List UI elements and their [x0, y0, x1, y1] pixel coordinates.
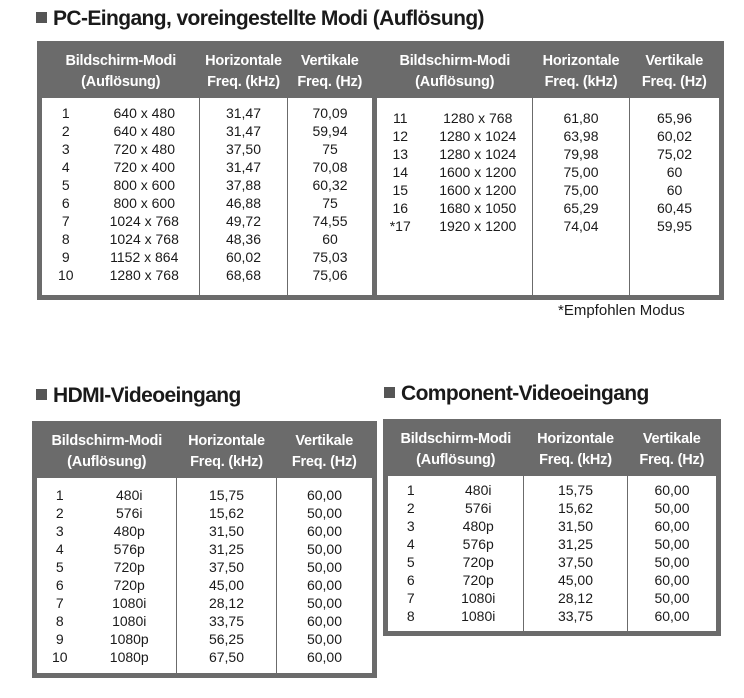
- table-cell-resolution: 1024 x 768: [109, 212, 179, 229]
- table-cell-resolution: 1080i: [461, 607, 496, 624]
- table-cell-resolution: 1680 x 1050: [439, 199, 517, 216]
- table-cell-vfreq: 50,00: [306, 540, 343, 557]
- hdmi-vfreq-column: [277, 478, 375, 676]
- table-cell-vfreq: 60,00: [654, 481, 690, 498]
- pc-right-index-column: [375, 98, 424, 298]
- table-cell-vfreq: 50,00: [654, 499, 690, 516]
- table-cell-hfreq: 75,00: [563, 163, 599, 180]
- table-cell-index: 13: [392, 145, 409, 162]
- table-cell-resolution: 1920 x 1200: [439, 217, 517, 234]
- table-cell-index: 6: [61, 194, 70, 211]
- table-cell-index: 2: [61, 122, 70, 139]
- pc-section-heading: [36, 7, 484, 31]
- table-cell-resolution: 1080i: [112, 594, 147, 611]
- table-cell-index: 10: [57, 266, 74, 283]
- table-cell-index: 5: [55, 558, 64, 575]
- table-cell-index: 1: [55, 486, 64, 503]
- table-cell-vfreq: 60,00: [306, 486, 343, 503]
- pc-header-hfreq-left: Horizontale Freq. (kHz): [200, 44, 288, 98]
- table-cell-hfreq: 31,50: [208, 522, 245, 539]
- table-cell-hfreq: 31,47: [225, 122, 262, 139]
- table-cell-index: 3: [55, 522, 64, 539]
- table-cell-index: 7: [55, 594, 64, 611]
- table-cell-hfreq: 31,25: [208, 540, 245, 557]
- table-cell-resolution: 480p: [113, 522, 145, 539]
- table-cell-vfreq: 60,00: [654, 571, 690, 588]
- table-cell-resolution: 720 x 400: [113, 158, 175, 175]
- hdmi-section-heading: [36, 384, 241, 408]
- table-cell-vfreq: 60,32: [312, 176, 348, 193]
- table-cell-vfreq: 50,00: [306, 558, 343, 575]
- table-cell-vfreq: 50,00: [654, 589, 690, 606]
- table-cell-resolution: 800 x 600: [113, 194, 175, 211]
- table-cell-vfreq: 75,02: [656, 145, 693, 162]
- table-cell-vfreq: 60,00: [654, 607, 690, 624]
- table-cell-vfreq: 70,08: [312, 158, 348, 175]
- pc-header-vfreq-right: Vertikale Freq. (Hz): [630, 44, 722, 98]
- table-cell-vfreq: 75: [322, 140, 338, 157]
- pc-header-mode-right: Bildschirm-Modi (Auflösung): [375, 44, 533, 98]
- component-header-vfreq: Vertikale Freq. (Hz): [628, 422, 719, 476]
- table-cell-index: 5: [406, 553, 415, 570]
- hdmi-modes-table: [32, 421, 377, 678]
- bullet-square-icon: [384, 387, 395, 398]
- table-cell-vfreq: 50,00: [654, 553, 690, 570]
- table-cell-resolution: 720p: [113, 558, 145, 575]
- table-cell-vfreq: 75,06: [312, 266, 348, 283]
- hdmi-index-column: [35, 478, 83, 676]
- table-cell-index: 9: [55, 630, 64, 647]
- table-cell-hfreq: 65,29: [563, 199, 599, 216]
- table-cell-index: 14: [392, 163, 409, 180]
- pc-left-resolution-column: [90, 98, 200, 298]
- table-cell-resolution: 1280 x 768: [443, 109, 513, 126]
- table-cell-vfreq: 75: [322, 194, 338, 211]
- table-cell-resolution: 720p: [462, 553, 494, 570]
- table-cell-resolution: 1080p: [109, 630, 149, 647]
- table-cell-index: 8: [406, 607, 415, 624]
- table-cell-index: 12: [392, 127, 409, 144]
- recommended-mode-note: *Empfohlen Modus: [558, 302, 685, 319]
- pc-left-index-column: [40, 98, 90, 298]
- table-cell-resolution: 1080i: [112, 612, 147, 629]
- hdmi-header-hfreq: Horizontale Freq. (kHz): [177, 424, 277, 478]
- table-cell-resolution: 1600 x 1200: [439, 163, 517, 180]
- pc-header-hfreq-right: Horizontale Freq. (kHz): [533, 44, 630, 98]
- table-cell-vfreq: 60,00: [306, 576, 343, 593]
- table-cell-vfreq: 75,03: [312, 248, 348, 265]
- table-cell-resolution: 1080i: [461, 589, 496, 606]
- hdmi-resolution-column: [83, 478, 177, 676]
- table-cell-hfreq: 28,12: [557, 589, 594, 606]
- table-cell-hfreq: 31,25: [557, 535, 594, 552]
- table-cell-vfreq: 60,00: [306, 522, 343, 539]
- table-cell-hfreq: 48,36: [225, 230, 262, 247]
- table-cell-resolution: 1152 x 864: [110, 248, 179, 265]
- table-cell-vfreq: 60,00: [654, 517, 690, 534]
- table-cell-vfreq: 50,00: [306, 594, 343, 611]
- table-cell-vfreq: 65,96: [656, 109, 693, 126]
- table-cell-index: 8: [61, 230, 70, 247]
- table-cell-index: 16: [392, 199, 409, 216]
- table-cell-resolution: 1280 x 1024: [439, 145, 517, 162]
- table-cell-hfreq: 56,25: [208, 630, 245, 647]
- table-cell-index: 2: [406, 499, 415, 516]
- table-cell-hfreq: 37,50: [557, 553, 594, 570]
- table-cell-hfreq: 37,50: [208, 558, 245, 575]
- table-cell-resolution: 800 x 600: [113, 176, 175, 193]
- pc-section-title: PC-Eingang, voreingestellte Modi (Auflösung): [53, 7, 484, 30]
- table-cell-resolution: 720p: [113, 576, 145, 593]
- table-cell-hfreq: 60,02: [225, 248, 262, 265]
- table-cell-hfreq: 28,12: [208, 594, 245, 611]
- pc-left-vfreq-column: [288, 98, 375, 298]
- table-cell-resolution: 720 x 480: [113, 140, 175, 157]
- table-cell-index: 15: [392, 181, 409, 198]
- table-cell-hfreq: 45,00: [208, 576, 245, 593]
- component-vfreq-column: [628, 476, 719, 634]
- table-cell-resolution: 1280 x 1024: [439, 127, 517, 144]
- component-resolution-column: [434, 476, 524, 634]
- component-header-hfreq: Horizontale Freq. (kHz): [524, 422, 628, 476]
- hdmi-header-vfreq: Vertikale Freq. (Hz): [277, 424, 375, 478]
- table-cell-index: 3: [406, 517, 415, 534]
- table-cell-index: 6: [406, 571, 415, 588]
- table-cell-resolution: 480i: [116, 486, 143, 503]
- table-cell-hfreq: 15,75: [557, 481, 594, 498]
- table-cell-vfreq: 70,09: [312, 104, 348, 121]
- table-cell-resolution: 720p: [462, 571, 494, 588]
- table-cell-resolution: 640 x 480: [113, 104, 175, 121]
- component-section-heading: [384, 382, 649, 406]
- hdmi-section-title: HDMI-Videoeingang: [53, 384, 241, 407]
- table-cell-resolution: 480p: [462, 517, 494, 534]
- table-cell-vfreq: 59,95: [656, 217, 693, 234]
- pc-right-vfreq-column: [630, 98, 722, 298]
- table-cell-vfreq: 60: [666, 181, 683, 198]
- table-cell-hfreq: 74,04: [563, 217, 599, 234]
- table-cell-index: *17: [389, 217, 411, 234]
- hdmi-hfreq-column: [177, 478, 277, 676]
- table-cell-resolution: 1600 x 1200: [439, 181, 517, 198]
- table-cell-hfreq: 15,62: [208, 504, 245, 521]
- pc-header-vfreq-left: Vertikale Freq. (Hz): [288, 44, 375, 98]
- table-cell-hfreq: 49,72: [225, 212, 262, 229]
- table-cell-index: 11: [392, 109, 408, 126]
- table-cell-vfreq: 50,00: [654, 535, 690, 552]
- table-cell-vfreq: 60,00: [306, 648, 343, 665]
- component-section-title: Component-Videoeingang: [401, 382, 649, 405]
- table-cell-resolution: 640 x 480: [113, 122, 175, 139]
- table-cell-index: 5: [61, 176, 70, 193]
- table-cell-vfreq: 50,00: [306, 504, 343, 521]
- table-cell-vfreq: 59,94: [312, 122, 348, 139]
- pc-left-hfreq-column: [200, 98, 288, 298]
- table-cell-hfreq: 61,80: [563, 109, 599, 126]
- table-cell-hfreq: 33,75: [557, 607, 594, 624]
- component-index-column: [386, 476, 434, 634]
- pc-right-hfreq-column: [533, 98, 630, 298]
- table-cell-vfreq: 74,55: [312, 212, 348, 229]
- table-cell-vfreq: 60,00: [306, 612, 343, 629]
- table-cell-hfreq: 31,50: [557, 517, 594, 534]
- table-cell-hfreq: 46,88: [225, 194, 262, 211]
- table-cell-resolution: 480i: [465, 481, 492, 498]
- table-cell-index: 6: [55, 576, 64, 593]
- table-cell-hfreq: 75,00: [563, 181, 599, 198]
- table-cell-hfreq: 68,68: [225, 266, 262, 283]
- table-cell-vfreq: 50,00: [306, 630, 343, 647]
- table-cell-hfreq: 31,47: [225, 158, 262, 175]
- table-cell-vfreq: 60,45: [656, 199, 693, 216]
- table-cell-hfreq: 31,47: [225, 104, 262, 121]
- table-cell-index: 7: [406, 589, 415, 606]
- table-cell-hfreq: 37,50: [225, 140, 262, 157]
- table-cell-hfreq: 67,50: [208, 648, 245, 665]
- table-cell-vfreq: 60: [322, 230, 338, 247]
- table-cell-index: 10: [51, 648, 68, 665]
- table-cell-hfreq: 15,62: [557, 499, 594, 516]
- table-cell-resolution: 576p: [113, 540, 145, 557]
- table-cell-vfreq: 60,02: [656, 127, 693, 144]
- table-cell-resolution: 576p: [462, 535, 494, 552]
- pc-header-mode-left: Bildschirm-Modi (Auflösung): [40, 44, 200, 98]
- pc-modes-table: [37, 41, 724, 300]
- table-cell-index: 8: [55, 612, 64, 629]
- table-cell-resolution: 1024 x 768: [109, 230, 179, 247]
- table-cell-hfreq: 37,88: [225, 176, 262, 193]
- table-cell-vfreq: 60: [666, 163, 683, 180]
- component-header-mode: Bildschirm-Modi (Auflösung): [386, 422, 524, 476]
- component-modes-table: [383, 419, 721, 636]
- table-cell-hfreq: 45,00: [557, 571, 594, 588]
- table-cell-resolution: 1080p: [109, 648, 149, 665]
- table-cell-hfreq: 79,98: [563, 145, 599, 162]
- table-cell-index: 1: [61, 104, 70, 121]
- table-cell-index: 2: [55, 504, 64, 521]
- table-cell-index: 7: [61, 212, 70, 229]
- component-hfreq-column: [524, 476, 628, 634]
- table-cell-resolution: 1280 x 768: [109, 266, 179, 283]
- table-cell-hfreq: 33,75: [208, 612, 245, 629]
- bullet-square-icon: [36, 389, 47, 400]
- table-cell-index: 4: [406, 535, 415, 552]
- hdmi-header-mode: Bildschirm-Modi (Auflösung): [35, 424, 177, 478]
- table-cell-hfreq: 63,98: [563, 127, 599, 144]
- bullet-square-icon: [36, 12, 47, 23]
- table-cell-resolution: 576i: [116, 504, 143, 521]
- table-cell-index: 4: [61, 158, 70, 175]
- table-cell-index: 1: [406, 481, 415, 498]
- table-cell-index: 4: [55, 540, 64, 557]
- pc-right-resolution-column: [424, 98, 533, 298]
- table-cell-resolution: 576i: [465, 499, 492, 516]
- table-cell-index: 9: [61, 248, 70, 265]
- table-cell-index: 3: [61, 140, 70, 157]
- table-cell-hfreq: 15,75: [208, 486, 245, 503]
